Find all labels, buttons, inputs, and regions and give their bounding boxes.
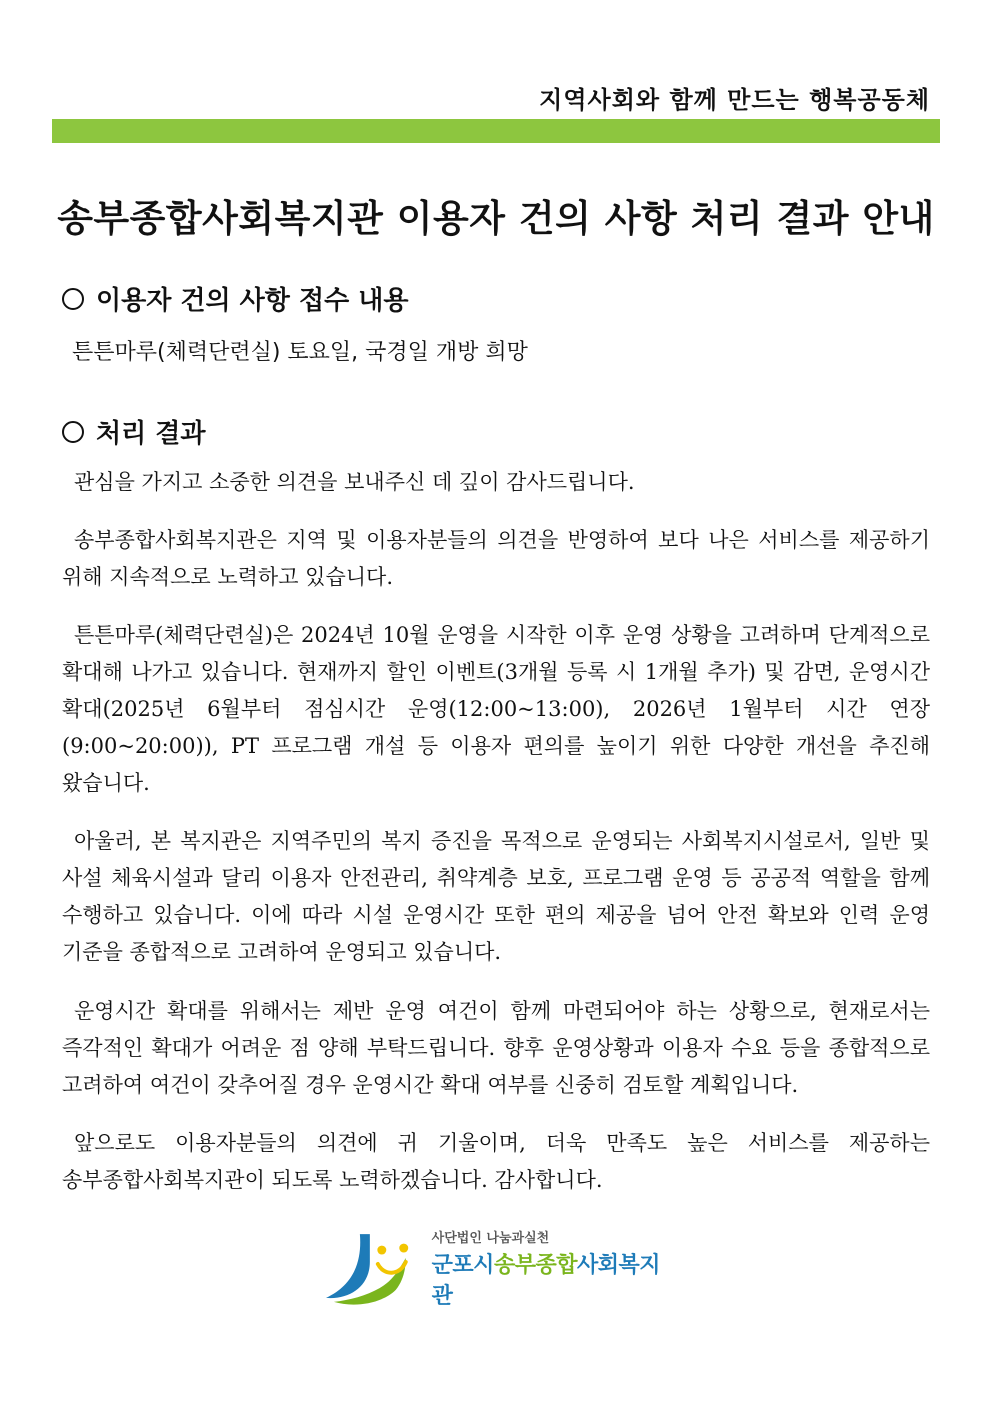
section-heading-received-label: 이용자 건의 사항 접수 내용 (96, 286, 409, 316)
logo-name-songbu: 송부종합 (493, 1252, 577, 1278)
section-heading-received (62, 280, 408, 317)
circle-bullet-icon (62, 288, 84, 310)
circle-bullet-icon (62, 421, 84, 443)
logo-org-name: 사단법인 나눔과실천 (431, 1230, 550, 1246)
result-paragraph-3: 튼튼마루(체력단련실)은 2024년 10월 운영을 시작한 이후 운영 상황을 고려하며 단계적으로 확대해 나가고 있습니다. 현재까지 할인 이벤트(3개월 등록 시 1개월 추가) 및 감면, 운영시간 확대(2025년 6월부터 점심시간 운영(12:00~13:00), 2026년 1월부터 시간 연장(9:00~20:00)), PT 프로그램 개설 등 이용자 편의를 높이기 위한 다양한 개선을 추진해 왔습니다. (62, 623, 930, 795)
logo-name-center: 사회복지관 (431, 1252, 660, 1309)
result-paragraph-1: 관심을 가지고 소중한 의견을 보내주신 데 깊이 감사드립니다. (74, 470, 635, 494)
section-heading-result-label: 처리 결과 (96, 419, 206, 449)
result-paragraph-5: 운영시간 확대를 위해서는 제반 운영 여건이 함께 마련되어야 하는 상황으로, 현재로서는 즉각적인 확대가 어려운 점 양해 부탁드립니다. 향후 운영상황과 이용자 수요 등을 종합적으로 고려하여 여건이 갖추어질 경우 운영시간 확대 여부를 신중히 검토할 계획입니다. (62, 999, 930, 1097)
welfare-center-logo (320, 1228, 680, 1308)
received-content: 튼튼마루(체력단련실) 토요일, 국경일 개방 희망 (72, 340, 528, 365)
result-paragraph-6: 앞으로도 이용자분들의 의견에 귀 기울이며, 더욱 만족도 높은 서비스를 제공하는 송부종합사회복지관이 되도록 노력하겠습니다. 감사합니다. (62, 1131, 930, 1192)
logo-name-city: 군포시 (431, 1252, 494, 1278)
logo-center-name (432, 1248, 680, 1310)
result-paragraph-2: 송부종합사회복지관은 지역 및 이용자분들의 의견을 반영하여 보다 나은 서비스를 제공하기 위해 지속적으로 노력하고 있습니다. (62, 528, 930, 589)
header-slogan: 지역사회와 함께 만드는 행복공동체 (539, 86, 930, 114)
logo-mark-icon (320, 1228, 430, 1308)
result-paragraph-4: 아울러, 본 복지관은 지역주민의 복지 증진을 목적으로 운영되는 사회복지시설로서, 일반 및 사설 체육시설과 달리 이용자 안전관리, 취약계층 보호, 프로그램 운영 등 공공적 역할을 함께 수행하고 있습니다. 이에 따라 시설 운영시간 또한 편의 제공을 넘어 안전 확보와 인력 운영 기준을 종합적으로 고려하여 운영되고 있습니다. (62, 829, 930, 964)
section-heading-result (62, 413, 206, 450)
header-accent-bar (52, 119, 940, 143)
page-title: 송부종합사회복지관 이용자 건의 사항 처리 결과 안내 (57, 197, 935, 240)
